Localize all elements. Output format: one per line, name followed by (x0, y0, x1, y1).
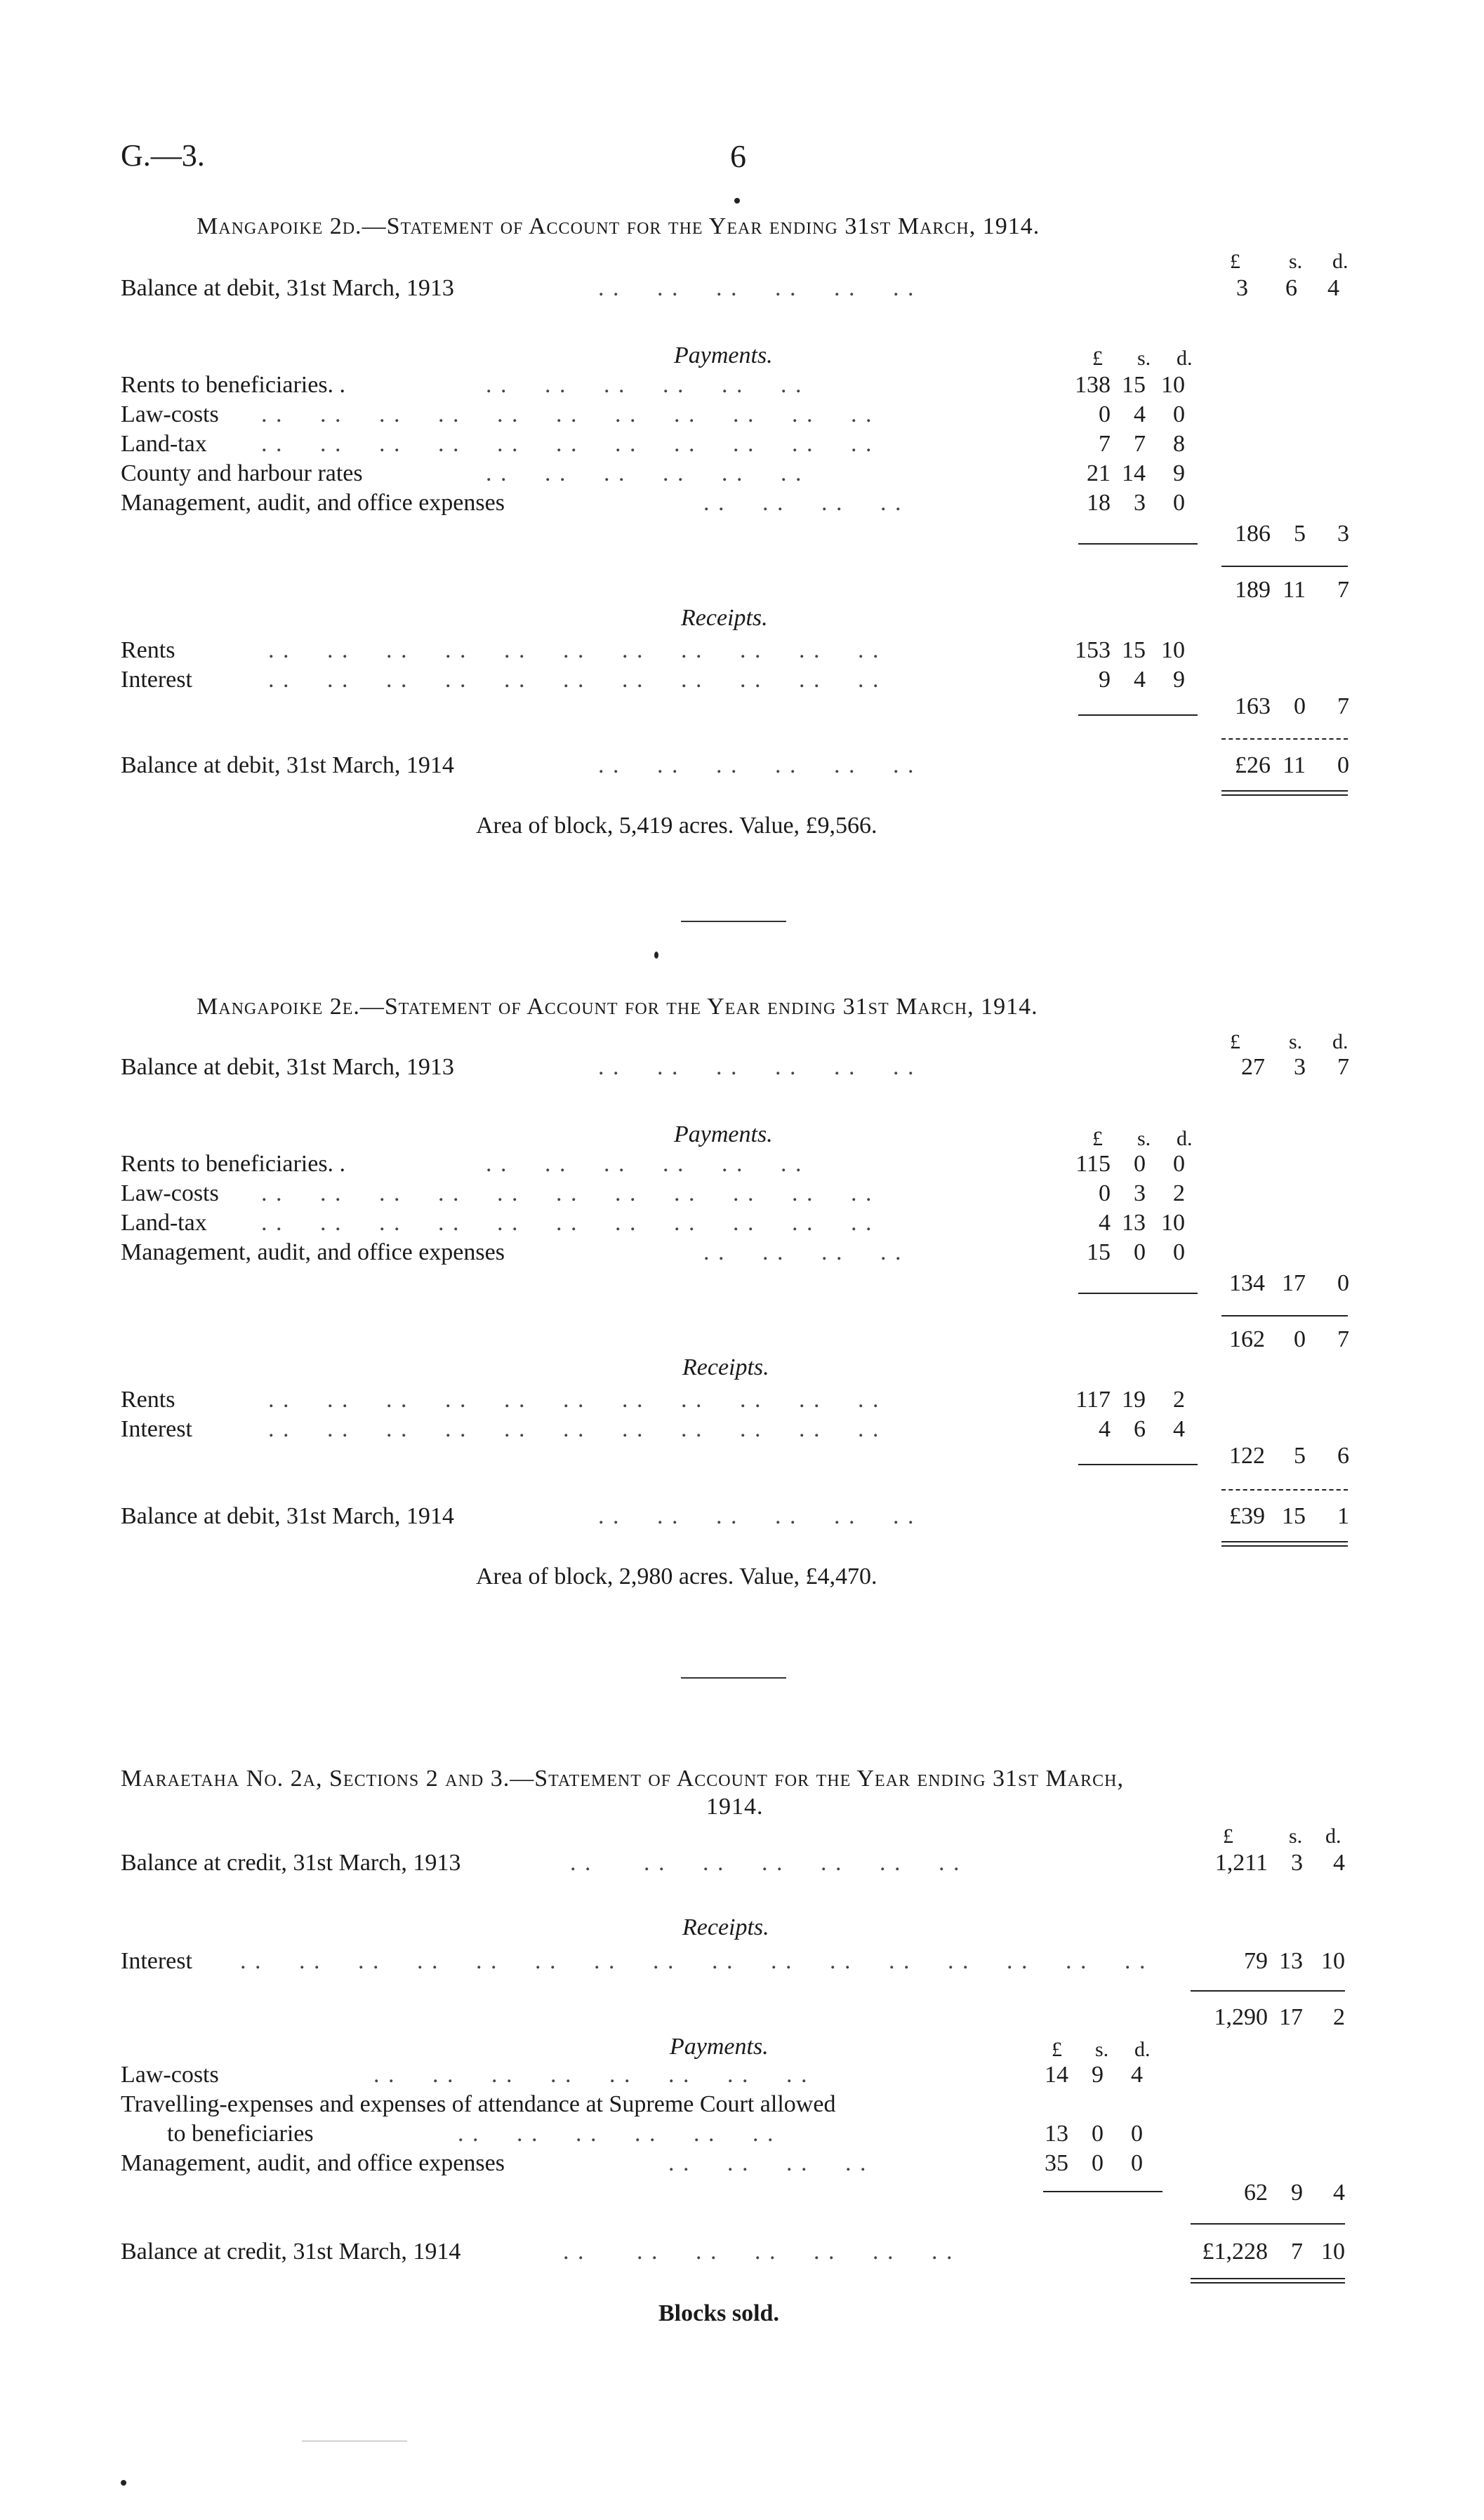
payment-shillings: 3 (1134, 1180, 1146, 1206)
payment-pence: 0 (1131, 2150, 1143, 2176)
payments-total-pounds: 62 (1244, 2180, 1268, 2206)
pence-unit: d. (1325, 1825, 1341, 1848)
leader-dots: . . . . . . . . . . . . . . . . . . . . . . (268, 667, 880, 693)
payment-row (121, 1239, 1244, 1270)
print-dot (654, 952, 658, 959)
payment-label: Rents to beneficiaries. . (121, 1151, 346, 1177)
payment-shillings: 0 (1134, 1239, 1146, 1265)
interest-pounds: 79 (1244, 1948, 1268, 1974)
payment-label: Travelling-expenses and expenses of attendance at Supreme Court allowed (121, 2091, 836, 2117)
payment-shillings: 4 (1134, 401, 1146, 427)
payment-shillings: 0 (1092, 2150, 1104, 2176)
closing-shillings: 15 (1282, 1503, 1306, 1529)
receipt-pence: 4 (1173, 1416, 1185, 1442)
leader-dots: . . . . . . . . . . . . . . (563, 2239, 954, 2265)
payment-label: Law-costs (121, 2062, 219, 2088)
payments-total-pence: 0 (1337, 1270, 1349, 1296)
leader-dots: . . . . . . . . . . . . (598, 275, 915, 301)
leader-dots: . . . . . . . . . . . . . . . . . . . . . . (261, 431, 873, 457)
closing-balance-label: Balance at debit, 31st March, 1914 (121, 1503, 454, 1529)
payment-row (121, 2062, 1216, 2093)
receipt-pounds: 153 (1075, 637, 1111, 663)
payment-pence: 0 (1173, 401, 1185, 427)
opening-balance-label: Balance at debit, 31st March, 1913 (121, 275, 454, 301)
opening-balance-label: Balance at debit, 31st March, 1913 (121, 1054, 454, 1080)
opening-balance-row (121, 1054, 1356, 1085)
payment-shillings: 7 (1134, 431, 1146, 457)
leader-dots: . . . . . . . . (703, 490, 903, 516)
payment-shillings: 14 (1122, 460, 1146, 486)
payment-shillings: 13 (1122, 1210, 1146, 1236)
shilling-unit: s. (1137, 1127, 1151, 1150)
receipts-total-shillings: 5 (1294, 1443, 1306, 1469)
payment-label: Management, audit, and office expenses (121, 1239, 505, 1265)
section-title (197, 213, 1040, 240)
receipt-shillings: 4 (1134, 667, 1146, 693)
leader-dots: . . . . . . . . . . . . . . (570, 1850, 961, 1876)
payment-label: Law-costs (121, 401, 219, 427)
payments-total-pence: 4 (1333, 2180, 1345, 2206)
receipts-total-shillings: 0 (1294, 693, 1306, 719)
closing-pence: 1 (1337, 1503, 1349, 1529)
leader-dots: . . . . . . . . . . . . (458, 2121, 775, 2147)
payment-row (121, 1180, 1244, 1211)
leader-dots: . . . . . . . . . . . . (486, 1151, 803, 1177)
interest-label: Interest (121, 1948, 192, 1974)
pound-unit: £ (1230, 250, 1240, 273)
subtotal-pence: 7 (1337, 577, 1349, 603)
opening-pence: 4 (1333, 1850, 1345, 1876)
receipt-label: Rents (121, 1387, 175, 1413)
payment-pence: 0 (1131, 2121, 1143, 2147)
receipts-heading: Receipts. (682, 1354, 769, 1380)
pound-unit: £ (1223, 1825, 1233, 1848)
opening-shillings: 3 (1291, 1850, 1303, 1876)
payment-shillings: 0 (1092, 2121, 1104, 2147)
opening-shillings: 6 (1285, 275, 1297, 301)
payment-label: Law-costs (121, 1180, 219, 1206)
opening-pounds: 1,211 (1214, 1850, 1268, 1876)
document-reference: G.—3. (121, 138, 205, 173)
receipts-total-pounds: 122 (1229, 1443, 1265, 1469)
leader-dots: . . . . . . . . . . . . (598, 1503, 915, 1529)
receipt-label: Interest (121, 667, 192, 693)
payments-total-pence: 3 (1337, 521, 1349, 547)
payment-pounds: 138 (1075, 372, 1111, 398)
column-rule (1078, 1464, 1198, 1465)
payment-pence: 0 (1173, 1239, 1185, 1265)
subtotal-pence: 7 (1337, 1326, 1349, 1352)
receipts-total-pence: 6 (1337, 1443, 1349, 1469)
closing-pence: 10 (1321, 2239, 1345, 2265)
closing-pounds: £1,228 (1202, 2239, 1268, 2265)
receipt-pounds: 4 (1099, 1416, 1111, 1442)
subtotal-shillings: 17 (1279, 2004, 1303, 2030)
opening-balance-row (121, 275, 1356, 306)
leader-dots: . . . . . . . . (703, 1239, 903, 1265)
receipt-label: Rents (121, 637, 175, 663)
closing-pounds: £26 (1235, 752, 1271, 778)
payment-pence: 10 (1161, 372, 1185, 398)
page-number: 6 (730, 138, 746, 174)
pound-unit: £ (1230, 1030, 1240, 1053)
payments-total-shillings: 5 (1294, 521, 1306, 547)
subtotal-pence: 2 (1333, 2004, 1345, 2030)
payment-pence: 9 (1173, 460, 1185, 486)
payment-pence: 2 (1173, 1180, 1185, 1206)
shilling-unit: s. (1289, 1825, 1303, 1848)
shilling-unit: s. (1289, 1030, 1303, 1053)
payment-pounds: 21 (1087, 460, 1111, 486)
block-area-note: Area of block, 2,980 acres. Value, £4,470. (476, 1564, 877, 1589)
payment-pence: 8 (1173, 431, 1185, 457)
column-rule (1078, 714, 1198, 716)
payment-shillings: 9 (1092, 2062, 1104, 2088)
section-title-block: Mangapoike 2d. (197, 213, 362, 239)
section-separator (681, 921, 786, 922)
opening-shillings: 3 (1294, 1054, 1306, 1080)
total-rule (1191, 1990, 1345, 1992)
section-title-rest: —Statement of Account for the Year ending 31st March, 1914. (362, 213, 1040, 239)
section-title-rest: —Statement of Account for the Year ending 31st March, (510, 1766, 1124, 1792)
pence-unit: d. (1134, 2038, 1151, 2061)
payment-pounds: 7 (1099, 431, 1111, 457)
leader-dots: . . . . . . . . . . . . (486, 372, 803, 398)
block-area-note: Area of block, 5,419 acres. Value, £9,566. (476, 813, 877, 839)
closing-shillings: 11 (1283, 752, 1306, 778)
payment-pence: 10 (1161, 1210, 1185, 1236)
closing-balance-label: Balance at credit, 31st March, 1914 (121, 2239, 461, 2265)
closing-pounds: £39 (1229, 1503, 1265, 1529)
opening-pounds: 27 (1241, 1054, 1265, 1080)
shilling-unit: s. (1137, 347, 1151, 370)
pence-unit: d. (1332, 250, 1349, 273)
opening-balance-row (121, 1850, 1356, 1881)
payment-shillings: 0 (1134, 1151, 1146, 1177)
pound-unit: £ (1052, 2038, 1062, 2061)
receipt-row (121, 1387, 1244, 1418)
payment-row (121, 401, 1244, 432)
payment-row (121, 490, 1244, 521)
leader-dots: . . . . . . . . . . . . . . . . . . . . . . (268, 1387, 880, 1413)
leader-dots: . . . . . . . . . . . . (598, 752, 915, 778)
column-rule (1043, 2191, 1162, 2192)
payment-pounds: 115 (1075, 1151, 1111, 1177)
subtotal-pounds: 162 (1229, 1326, 1265, 1352)
payment-row (121, 2091, 1216, 2122)
pence-unit: d. (1177, 347, 1193, 370)
payment-pounds: 4 (1099, 1210, 1111, 1236)
payment-shillings: 3 (1134, 490, 1146, 516)
payment-label: to beneficiaries (167, 2121, 314, 2147)
pound-unit: £ (1092, 347, 1103, 370)
payment-row (121, 1151, 1244, 1182)
receipt-row (121, 637, 1244, 668)
section-title-block: Maraetaha No. 2a, Sections 2 and 3. (121, 1766, 510, 1792)
receipt-pence: 2 (1173, 1387, 1185, 1413)
subtotal-shillings: 11 (1283, 577, 1306, 603)
payment-pounds: 13 (1045, 2121, 1068, 2147)
section-title (197, 994, 1038, 1020)
pence-unit: d. (1332, 1030, 1349, 1053)
column-rule (1078, 1293, 1198, 1294)
payment-pounds: 0 (1099, 401, 1111, 427)
receipts-total-pounds: 163 (1235, 693, 1271, 719)
payment-row (121, 1210, 1244, 1241)
pound-unit: £ (1092, 1127, 1103, 1150)
subtotal-pounds: 189 (1235, 577, 1271, 603)
payment-pounds: 0 (1099, 1180, 1111, 1206)
receipt-pounds: 9 (1099, 667, 1111, 693)
payment-row (121, 2150, 1216, 2181)
section-title-rest: —Statement of Account for the Year ending 31st March, 1914. (359, 994, 1038, 1020)
subtotal-shillings: 0 (1294, 1326, 1306, 1352)
leader-dots: . . . . . . . . . . . . . . . . (373, 2062, 809, 2088)
pence-unit: d. (1177, 1127, 1193, 1150)
payment-label: Management, audit, and office expenses (121, 490, 505, 516)
shilling-unit: s. (1095, 2038, 1109, 2061)
leader-dots: . . . . . . . . . . . . (486, 460, 803, 486)
interest-shillings: 13 (1279, 1948, 1303, 1974)
closing-pence: 0 (1337, 752, 1349, 778)
print-dot (121, 2480, 126, 2486)
subtotal-pounds: 1,290 (1214, 2004, 1268, 2030)
opening-balance-label: Balance at credit, 31st March, 1913 (121, 1850, 461, 1876)
closing-shillings: 7 (1291, 2239, 1303, 2265)
shilling-unit: s. (1289, 250, 1303, 273)
payment-row (121, 372, 1244, 403)
leader-dots: . . . . . . . . . . . . . . . . . . . . . . (261, 401, 873, 427)
payment-label: Rents to beneficiaries. . (121, 372, 346, 398)
payments-total-pounds: 186 (1235, 521, 1271, 547)
receipt-pence: 9 (1173, 667, 1185, 693)
total-rule (1191, 2223, 1345, 2225)
payments-total-pounds: 134 (1229, 1270, 1265, 1296)
receipts-heading: Receipts. (682, 1914, 769, 1940)
payment-pence: 4 (1131, 2062, 1143, 2088)
print-dot (734, 198, 740, 204)
receipt-pence: 10 (1161, 637, 1185, 663)
payments-heading: Payments. (670, 2034, 769, 2060)
leader-dots: . . . . . . . . (668, 2150, 868, 2176)
blocks-sold-heading: Blocks sold. (658, 2300, 779, 2326)
receipt-pounds: 117 (1075, 1387, 1111, 1413)
leader-dots: . . . . . . . . . . . . (598, 1054, 915, 1080)
interest-row (121, 1948, 1356, 1979)
receipt-row (121, 1416, 1244, 1447)
payment-pounds: 14 (1045, 2062, 1068, 2088)
closing-balance-label: Balance at debit, 31st March, 1914 (121, 752, 454, 778)
payments-total-shillings: 9 (1291, 2180, 1303, 2206)
total-rule (1221, 1315, 1348, 1316)
column-rule (1078, 543, 1198, 545)
section-separator (681, 1677, 786, 1679)
receipts-heading: Receipts. (681, 605, 768, 631)
payment-label: County and harbour rates (121, 460, 363, 486)
receipt-row (121, 667, 1244, 698)
payment-pounds: 35 (1045, 2150, 1068, 2176)
interest-pence: 10 (1321, 1948, 1345, 1974)
closing-balance-row (121, 752, 1356, 783)
leader-dots: . . . . . . . . . . . . . . . . . . . . . . (261, 1210, 873, 1236)
payment-pence: 0 (1173, 490, 1185, 516)
payments-heading: Payments. (674, 342, 773, 368)
receipt-shillings: 6 (1134, 1416, 1146, 1442)
opening-pence: 7 (1337, 1054, 1349, 1080)
section-title (121, 1766, 1124, 1792)
double-rule (1221, 790, 1348, 796)
leader-dots: . . . . . . . . . . . . . . . . . . . . . . (268, 1416, 880, 1442)
total-rule (1221, 738, 1348, 740)
receipt-label: Interest (121, 1416, 192, 1442)
payment-pounds: 18 (1087, 490, 1111, 516)
double-rule (1191, 2278, 1345, 2284)
receipts-total-pence: 7 (1337, 693, 1349, 719)
payment-row (121, 460, 1244, 491)
section-title-block: Mangapoike 2e. (197, 994, 360, 1020)
closing-balance-row (121, 1503, 1356, 1534)
payments-heading: Payments. (674, 1121, 773, 1147)
payment-row (121, 431, 1244, 462)
receipt-shillings: 15 (1122, 637, 1146, 663)
section-title-year: 1914. (706, 1794, 764, 1820)
double-rule (1221, 1541, 1348, 1547)
leader-dots: . . . . . . . . . . . . . . . . . . . . . . (268, 637, 880, 663)
payment-shillings: 15 (1122, 372, 1146, 398)
payment-pence: 0 (1173, 1151, 1185, 1177)
receipt-shillings: 19 (1122, 1387, 1146, 1413)
payments-total-shillings: 17 (1282, 1270, 1306, 1296)
payment-label: Management, audit, and office expenses (121, 2150, 505, 2176)
total-rule (1221, 1489, 1348, 1491)
payment-label: Land-tax (121, 1210, 207, 1236)
payment-pounds: 15 (1087, 1239, 1111, 1265)
leader-dots: . . . . . . . . . . . . . . . . . . . . . . (261, 1180, 873, 1206)
payment-row (121, 2121, 1216, 2152)
opening-pounds: 3 (1236, 275, 1248, 301)
payment-label: Land-tax (121, 431, 207, 457)
leader-dots: . . . . . . . . . . . . . . . . . . . . . . . . . . . . . . . . (240, 1948, 1147, 1974)
opening-pence: 4 (1327, 275, 1339, 301)
total-rule (1221, 566, 1348, 567)
